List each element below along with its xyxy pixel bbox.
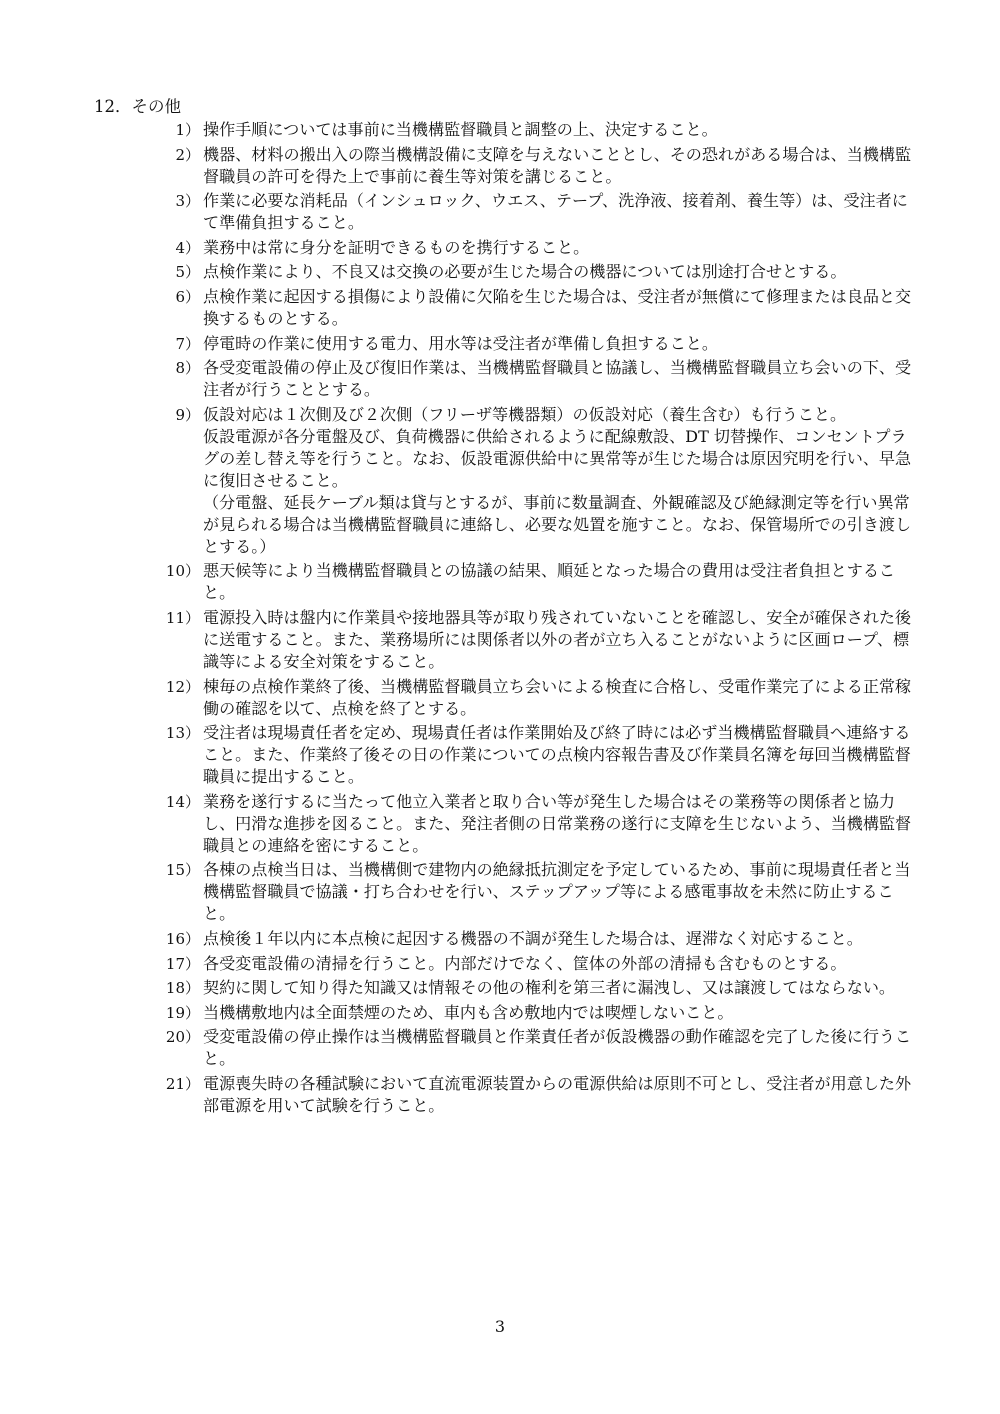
numbered-item-list [160,119,920,1119]
item-text: （分電盤、延長ケーブル類は貸与とするが、事前に数量調査、外観確認及び絶縁測定等を行い異常が見られる場合は当機構監督職員に連絡し、必要な処置を施すこと。なお、保管場所での引き渡しとする。） [203,492,912,556]
section-heading: 12．その他 [94,97,181,116]
item-number: 19） [165,1003,200,1022]
page-number: 3 [494,1317,506,1336]
item-text: 悪天候等により当機構監督職員との協議の結果、順延となった場合の費用は受注者負担とすること。 [203,561,896,603]
item-text: 契約に関して知り得た知識又は情報その他の権利を第三者に漏洩し、又は譲渡してはならない。 [203,978,896,998]
list-item [160,560,920,604]
item-text: 業務を遂行するに当たって他立入業者と取り合い等が発生した場合はその業務等の関係者と協力し、円滑な進捗を図ること。また、発注者側の日常業務の遂行に支障を生じないよう、当機構監督職員との連絡を密にすること。 [203,791,912,855]
item-number: 13） [165,724,200,743]
item-text: 電源投入時は盤内に作業員や接地器具等が取り残されていないことを確認し、安全が確保された後に送電すること。また、業務場所には関係者以外の者が立ち入ることがないように区画ロープ、標識等による安全対策をすること。 [203,607,912,671]
item-text: 点検作業により、不良又は交換の必要が生じた場合の機器については別途打合せとする。 [203,262,847,282]
item-text: 電源喪失時の各種試験において直流電源装置からの電源供給は原則不可とし、受注者が用意した外部電源を用いて試験を行うこと。 [203,1073,912,1115]
item-text: 棟毎の点検作業終了後、当機構監督職員立ち会いによる検査に合格し、受電作業完了による正常稼働の確認を以て、点検を終了とする。 [203,676,912,718]
item-text: 作業に必要な消耗品（インシュロック、ウエス、テープ、洗浄液、接着剤、養生等）は、受注者にて準備負担すること。 [203,191,908,233]
list-item [160,119,920,141]
list-item [160,1026,920,1070]
item-number: 20） [165,1028,200,1047]
item-number: 6） [175,287,200,306]
item-number: 11） [165,608,200,627]
item-number: 10） [165,562,200,581]
list-item [160,1002,920,1024]
item-text: 当機構敷地内は全面禁煙のため、車内も含め敷地内では喫煙しないこと。 [203,1002,734,1022]
list-item [160,404,920,558]
list-item [160,357,920,401]
item-number: 12） [165,677,200,696]
list-item [160,791,920,857]
list-item [160,190,920,234]
list-item [160,1073,920,1117]
item-number: 3） [175,192,200,211]
list-item [160,237,920,259]
list-item [160,928,920,950]
list-item [160,953,920,975]
item-text: 点検後１年以内に本点検に起因する機器の不調が発生した場合は、遅滞なく対応すること。 [203,928,863,948]
list-item [160,607,920,673]
list-item [160,286,920,330]
item-text: 受注者は現場責任者を定め、現場責任者は作業開始及び終了時には必ず当機構監督職員へ連絡すること。また、作業終了後その日の作業についての点検内容報告書及び作業員名簿を毎回当機構監督職員に提出すること。 [203,723,911,787]
item-number: 21） [165,1074,200,1093]
item-text: 機器、材料の搬出入の際当機構設備に支障を与えないこととし、その恐れがある場合は、当機構監督職員の許可を得た上で事前に養生等対策を講じること。 [203,144,912,186]
item-number: 2） [175,145,200,164]
item-number: 5） [175,263,200,282]
list-item [160,676,920,720]
list-item [160,977,920,999]
list-item [160,722,920,788]
item-text: 受変電設備の停止操作は当機構監督職員と作業責任者が仮設機器の動作確認を完了した後に行うこと。 [203,1027,912,1069]
item-number: 15） [165,861,200,880]
item-text: 操作手順については事前に当機構監督職員と調整の上、決定すること。 [203,120,718,139]
item-number: 16） [165,929,200,948]
item-text: 各棟の点検当日は、当機構側で建物内の絶縁抵抗測定を予定しているため、事前に現場責任者と当機構監督職員で協議・打ち合わせを行い、ステップアップ等による感電事故を未然に防止すること。 [203,860,911,924]
item-number: 17） [165,954,200,973]
item-number: 18） [165,979,200,998]
item-number: 7） [175,334,200,353]
item-text: 仮設対応は１次側及び２次側（フリーザ等機器類）の仮設対応（養生含む）も行うこと。 [203,404,847,424]
list-item [160,144,920,188]
item-number: 4） [175,238,200,257]
item-text: 業務中は常に身分を証明できるものを携行すること。 [203,237,590,257]
item-text: 仮設電源が各分電盤及び、負荷機器に供給されるように配線敷設、DT 切替操作、コンセントプラグの差し替え等を行うこと。なお、仮設電源供給中に異常等が生じた場合は原因究明を行い、早急に復旧させること。 [203,426,912,490]
item-number: 1） [175,121,200,139]
item-number: 8） [175,359,200,378]
list-item [160,859,920,925]
item-text: 点検作業に起因する損傷により設備に欠陥を生じた場合は、受注者が無償にて修理または良品と交換するものとする。 [203,286,912,328]
item-number: 14） [165,792,200,811]
item-number: 9） [175,405,200,424]
list-item [160,261,920,283]
item-text: 各受変電設備の清掃を行うこと。内部だけでなく、筐体の外部の清掃も含むものとする。 [203,953,847,973]
item-text: 停電時の作業に使用する電力、用水等は受注者が準備し負担すること。 [203,333,718,353]
item-text: 各受変電設備の停止及び復旧作業は、当機構監督職員と協議し、当機構監督職員立ち会いの下、受注者が行うこととする。 [203,358,912,400]
list-item [160,333,920,355]
